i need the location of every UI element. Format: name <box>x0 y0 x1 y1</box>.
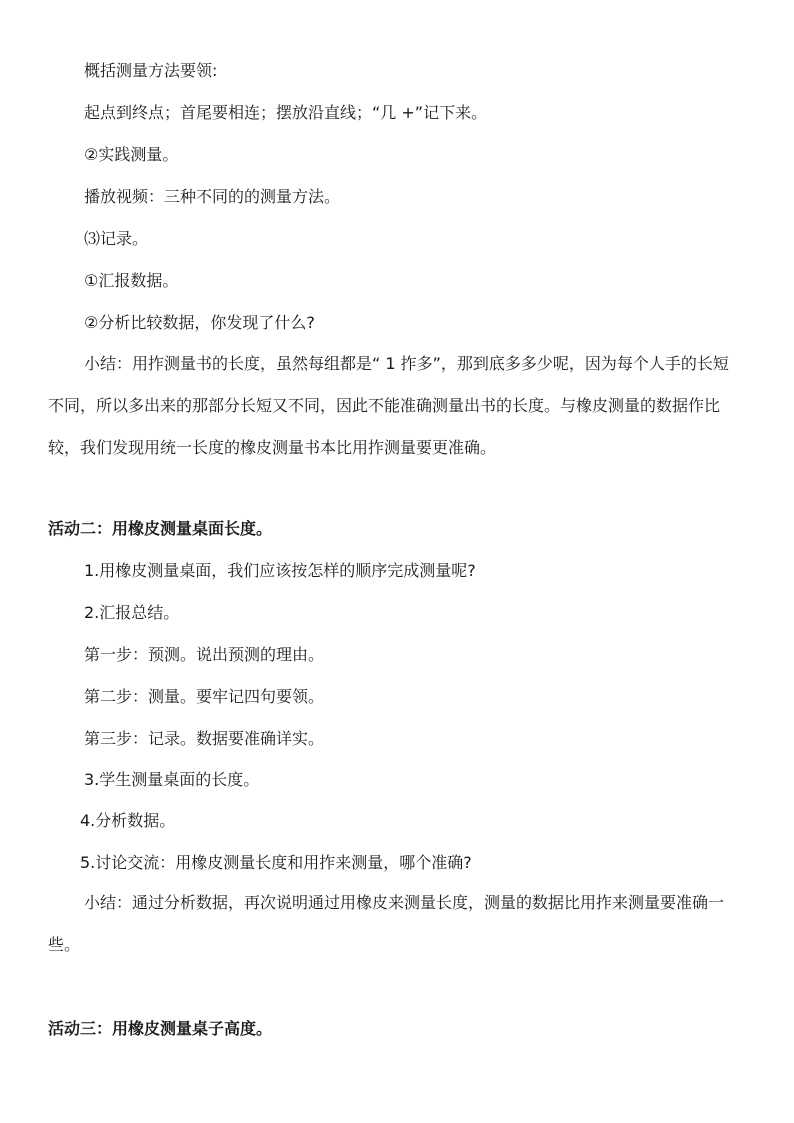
text-line: 概括测量方法要领: <box>84 61 218 80</box>
text-line: 5.讨论交流：用橡皮测量长度和用拃来测量，哪个准确? <box>80 853 472 872</box>
text-line: ①汇报数据。 <box>84 271 179 290</box>
text-line: 第一步：预测。说出预测的理由。 <box>84 645 325 664</box>
text-line: ⑶记录。 <box>84 229 149 248</box>
text-line: 起点到终点；首尾要相连；摆放沿直线；“几 +”记下来。 <box>84 103 488 122</box>
text-line: ②分析比较数据，你发现了什么? <box>84 313 315 332</box>
summary-paragraph: 小结：通过分析数据，再次说明通过用橡皮来测量长度，测量的数据比用拃来测量要准确一些。 <box>48 893 725 954</box>
text-line: 第二步：测量。要牢记四句要领。 <box>84 687 325 706</box>
text-line: 播放视频：三种不同的的测量方法。 <box>84 187 341 206</box>
section-heading: 活动三：用橡皮测量桌子高度。 <box>48 1019 273 1038</box>
section-heading: 活动二：用橡皮测量桌面长度。 <box>48 519 273 538</box>
text-line: ②实践测量。 <box>84 145 179 164</box>
summary-paragraph: 小结：用拃测量书的长度，虽然每组都是“ 1 拃多”，那到底多多少呢，因为每个人手的长短不同，所以多出来的那部分长短又不同，因此不能准确测量出书的长度。与橡皮测量的数据作比较，我们发现用统一长度的橡皮测量书本比用拃测量要更准确。 <box>48 354 729 457</box>
text-line: 3.学生测量桌面的长度。 <box>84 770 260 789</box>
text-line: 1.用橡皮测量桌面，我们应该按怎样的顺序完成测量呢? <box>84 561 476 580</box>
text-line: 2.汇报总结。 <box>84 603 180 622</box>
text-line: 4.分析数据。 <box>80 811 176 830</box>
text-line: 第三步：记录。数据要准确详实。 <box>84 729 325 748</box>
